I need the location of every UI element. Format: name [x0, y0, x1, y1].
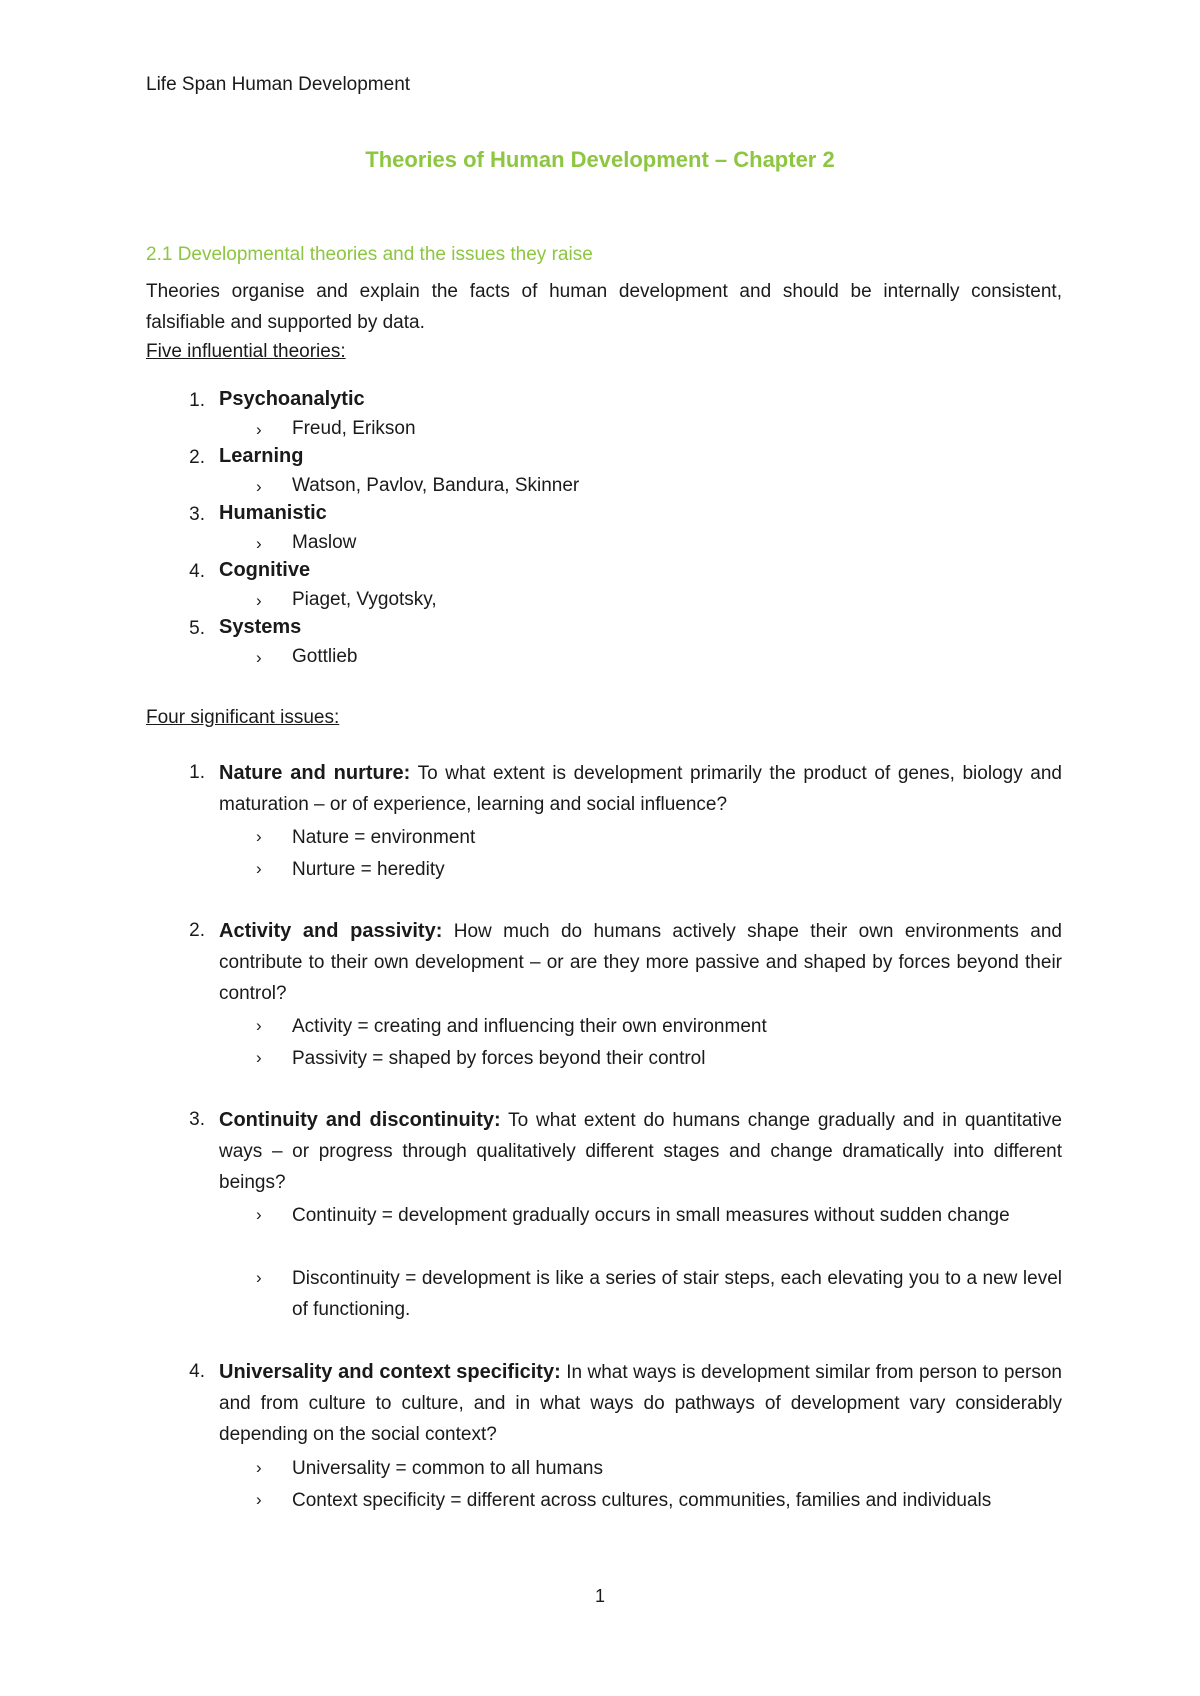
bullet-chevron-icon: ›: [256, 1458, 262, 1477]
theorists: Maslow: [292, 532, 357, 553]
bullet-chevron-icon: ›: [256, 827, 262, 846]
list-number: 3.: [189, 1109, 205, 1130]
list-number: 3.: [189, 504, 205, 525]
issue-question: In what ways is development similar from person to person and from culture to culture, and in what ways do pathways of development vary considerably depending on the social context?: [219, 1362, 1062, 1445]
issue-name: Activity and passivity:: [219, 920, 443, 942]
list-number: 4.: [189, 561, 205, 582]
list-number: 2.: [189, 920, 205, 941]
theorists: Watson, Pavlov, Bandura, Skinner: [292, 475, 580, 496]
section-heading: 2.1 Developmental theories and the issues they raise: [146, 244, 593, 265]
theory-name: Humanistic: [219, 502, 327, 524]
issue-point: Nature = environment: [292, 827, 476, 848]
bullet-chevron-icon: ›: [256, 1268, 262, 1287]
bullet-chevron-icon: ›: [256, 1205, 262, 1224]
theories-label: Five influential theories:: [146, 341, 346, 362]
theory-name: Learning: [219, 445, 304, 467]
bullet-chevron-icon: ›: [256, 591, 262, 610]
issue-text: [219, 1105, 1062, 1198]
issue-point: Discontinuity = development is like a series of stair steps, each elevating you to a new level of functioning.: [292, 1268, 1062, 1320]
issue-question: How much do humans actively shape their own environments and contribute to their own development – or are they more passive and shaped by forces beyond their control?: [219, 921, 1062, 1004]
issue-name: Universality and context specificity:: [219, 1361, 561, 1383]
issue-question: To what extent is development primarily the product of genes, biology and maturation – or of experience, learning and social influence?: [219, 763, 1062, 815]
issue-text: [219, 758, 1062, 820]
theory-name: Psychoanalytic: [219, 388, 365, 410]
issue-point: Activity = creating and influencing their own environment: [292, 1016, 767, 1037]
issue-point: Nurture = heredity: [292, 859, 445, 880]
intro-paragraph: Theories organise and explain the facts of human development and should be internally consistent, falsifiable and supported by data.: [146, 281, 1062, 333]
list-number: 1.: [189, 762, 205, 783]
theorists: Piaget, Vygotsky,: [292, 589, 437, 610]
bullet-chevron-icon: ›: [256, 420, 262, 439]
issue-point: Universality = common to all humans: [292, 1458, 603, 1479]
theory-name: Systems: [219, 616, 302, 638]
issue-name: Continuity and discontinuity:: [219, 1109, 501, 1131]
list-number: 2.: [189, 447, 205, 468]
list-number: 4.: [189, 1361, 205, 1382]
theorists: Gottlieb: [292, 646, 358, 667]
bullet-chevron-icon: ›: [256, 534, 262, 553]
issue-text: [219, 916, 1062, 1009]
issue-text: [219, 1357, 1062, 1450]
issue-question: To what extent do humans change gradually and in quantitative ways – or progress through qualitatively different stages and change dramatically into different beings?: [219, 1110, 1063, 1193]
theorists: Freud, Erikson: [292, 418, 416, 439]
list-number: 1.: [189, 390, 205, 411]
bullet-chevron-icon: ›: [256, 859, 262, 878]
bullet-chevron-icon: ›: [256, 1048, 262, 1067]
running-header: Life Span Human Development: [146, 74, 411, 95]
document-title: Theories of Human Development – Chapter 2: [365, 147, 835, 172]
issues-label: Four significant issues:: [146, 707, 340, 728]
issue-point: Context specificity = different across cultures, communities, families and individuals: [292, 1490, 992, 1511]
list-number: 5.: [189, 618, 205, 639]
bullet-chevron-icon: ›: [256, 1490, 262, 1509]
issue-name: Nature and nurture:: [219, 762, 411, 784]
page-number: 1: [594, 1586, 605, 1606]
bullet-chevron-icon: ›: [256, 648, 262, 667]
theory-name: Cognitive: [219, 559, 311, 581]
issue-point: Continuity = development gradually occurs in small measures without sudden change: [292, 1205, 1010, 1226]
bullet-chevron-icon: ›: [256, 1016, 262, 1035]
issue-point: Passivity = shaped by forces beyond their control: [292, 1048, 706, 1069]
bullet-chevron-icon: ›: [256, 477, 262, 496]
